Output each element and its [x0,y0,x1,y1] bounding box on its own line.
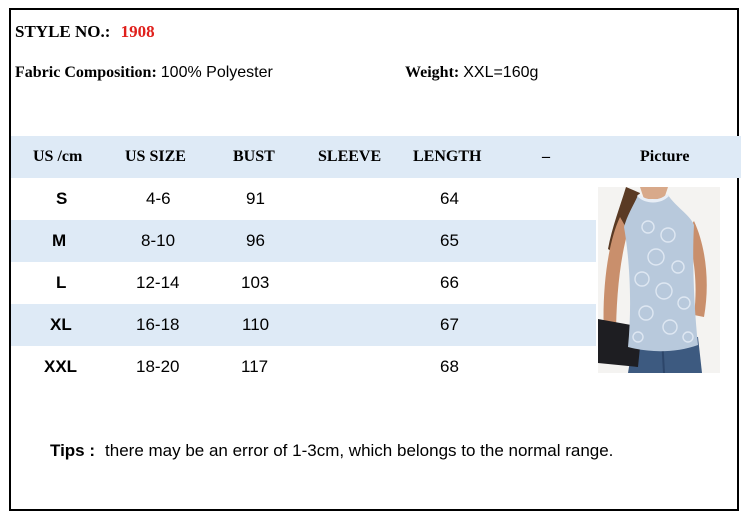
style-label: STYLE NO.: [15,22,111,41]
fabric-label: Fabric Composition: [15,64,157,81]
cell-us-size: 4-6 [146,189,171,208]
header-picture: Picture [640,148,690,165]
cell-size: M [52,231,67,250]
header-us-cm: US /cm [33,148,83,165]
table-row [11,262,596,304]
cell-us-size: 16-18 [136,315,180,334]
style-number: 1908 [120,22,155,41]
header-us-size: US SIZE [125,148,186,165]
cell-us-size: 8-10 [141,231,176,250]
table-row [11,346,596,388]
cell-length: 66 [440,273,459,292]
product-photo [598,187,720,373]
cell-length: 65 [440,231,459,250]
cell-size: S [56,189,68,208]
cell-size: XXL [44,357,78,376]
cell-us-size: 12-14 [136,273,180,292]
fabric-value: 100% Polyester [160,64,273,81]
cell-size: XL [50,315,72,334]
header-length: LENGTH [413,148,482,165]
size-chart-frame [9,8,739,511]
weight-value: XXL=160g [463,64,539,81]
cell-us-size: 18-20 [136,357,180,376]
style-line [15,22,155,42]
tips-label: Tips : [50,441,96,460]
header-sleeve: SLEEVE [318,148,382,165]
cell-bust: 103 [241,273,270,292]
fabric-composition [15,64,273,82]
cell-bust: 91 [246,189,265,208]
cell-bust: 96 [246,231,265,250]
lace-top-illustration [598,187,720,373]
tips-text: there may be an error of 1-3cm, which belongs to the normal range. [105,441,614,460]
cell-bust: 110 [242,315,270,334]
cell-length: 68 [440,357,459,376]
cell-bust: 117 [241,357,269,376]
table-row [11,178,596,220]
weight-label: Weight: [405,64,460,81]
header-bust: BUST [233,148,275,165]
cell-size: L [56,273,67,292]
tips-note [50,441,613,461]
cell-length: 67 [440,315,459,334]
weight-info [405,64,538,82]
header-dash: – [542,148,550,165]
table-row [11,220,596,262]
table-header [11,136,741,178]
cell-length: 64 [440,189,459,208]
table-row [11,304,596,346]
